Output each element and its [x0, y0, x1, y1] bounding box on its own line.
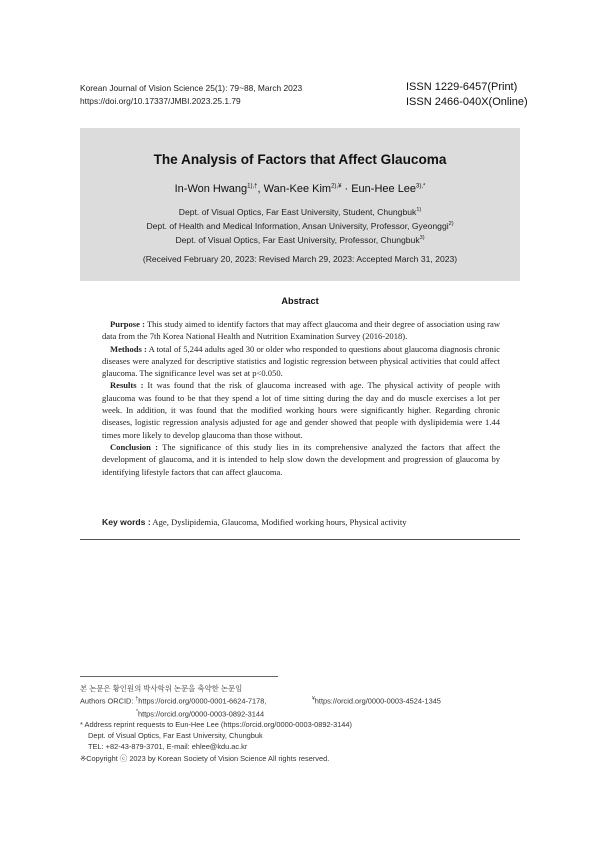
affiliation-mark: 2) [448, 221, 454, 228]
abstract-conclusion [102, 441, 500, 478]
correspondence-address: Dept. of Visual Optics, Far East University, Chungbuk [88, 731, 263, 741]
affiliation-text: Dept. of Visual Optics, Far East University, Professor, Chungbuk [175, 235, 420, 245]
abstract-purpose [102, 318, 500, 343]
methods-text: A total of 5,244 adults aged 30 or older who responded to questions about glaucoma diagnosis chronic diseases were analyzed for descriptive statistics and logistic regression between physical activities that could affect glaucoma. The significance level was set at p<0.050. [102, 343, 500, 379]
affiliation-text: Dept. of Visual Optics, Far East University, Student, Chungbuk [178, 207, 417, 217]
keywords-value: Age, Dyslipidemia, Glaucoma, Modified working hours, Physical activity [150, 517, 407, 527]
abstract-heading: Abstract [281, 296, 319, 306]
keywords [102, 517, 512, 527]
affiliation-text: Dept. of Health and Medical Information, Ansan University, Professor, Gyeonggi [146, 221, 449, 231]
thesis-note: 본 논문은 황인원의 박사학위 논문을 축약한 논문임 [80, 684, 243, 693]
abstract-methods [102, 343, 500, 380]
issn-print: ISSN 1229-6457(Print) [406, 81, 518, 93]
copyright-notice: ※Copyright ⓒ 2023 by Korean Society of Vision Science All rights reserved. [80, 753, 330, 763]
orcid-mark: * [136, 708, 138, 715]
conclusion-label: Conclusion : [110, 441, 159, 452]
affiliation-line [80, 207, 520, 217]
methods-label: Methods : [110, 343, 147, 354]
author-separator: · [341, 183, 352, 195]
affiliation-mark: 1) [416, 207, 422, 214]
title-box [80, 128, 520, 281]
issn-online: ISSN 2466-040X(Online) [406, 96, 528, 108]
orcid-mark: ¥ [312, 696, 315, 703]
abstract-results [102, 379, 500, 440]
author-name: Wan-Kee Kim [263, 183, 332, 195]
section-divider [80, 539, 520, 540]
purpose-text: This study aimed to identify factors that may affect glaucoma and their degree of association using raw data from the 7th Korea National Health and Nutrition Examination Survey (2016-2018). [102, 319, 500, 342]
affiliation-line [80, 221, 520, 231]
received-dates: (Received February 20, 2023: Revised March 29, 2023: Accepted March 31, 2023) [142, 254, 458, 264]
author-affiliation-mark: 3),* [416, 183, 426, 190]
author-name: In-Won Hwang [174, 183, 248, 195]
footnote-divider [80, 676, 278, 677]
author-affiliation-mark: 1),† [247, 183, 258, 190]
author-list: In-Won Hwang$^{1),\dagger}$, Wan-Kee Kim$^{2),¥}$ · Eun-Hee Lee$^{3),*}$ [174, 183, 426, 195]
doi-link[interactable]: https://doi.org/10.17337/JMBI.2023.25.1.79 [80, 96, 241, 106]
results-label: Results : [110, 380, 144, 391]
orcid-link[interactable]: https://orcid.org/0000-0003-4524-1345 [314, 696, 441, 706]
orcid-line [80, 694, 520, 707]
author-affiliation-mark: 2),¥ [331, 183, 342, 190]
affiliation-mark: 3) [419, 235, 425, 242]
orcid-prefix: Authors ORCID: [80, 696, 136, 706]
orcid-mark: † [135, 696, 139, 703]
paper-title: The Analysis of Factors that Affect Glaucoma [153, 152, 447, 167]
footnotes [80, 683, 520, 764]
orcid-link[interactable]: https://orcid.org/0000-0001-6624-7178, [138, 696, 267, 706]
purpose-label: Purpose : [110, 319, 145, 329]
orcid-line [80, 707, 520, 720]
conclusion-text: The significance of this study lies in its comprehensive analyzed the factors that affect the development of glaucoma, and it is intended to help slow down the development and progression of glaucoma by identifying lifestyle factors that can affect glaucoma. [102, 441, 500, 477]
results-text: It was found that the risk of glaucoma increased with age. The physical activity of people with glaucoma was found to be that they spend a lot of time sitting during the day and do muscle exercises a lot per week. In addition, it was found that the modified working hours were significantly higher. Regarding chronic diseases, logistic regression analysis adjusted for age and gender showed that people with dyslipidemia were 1.44 times more likely to develop glaucoma than those without. [102, 380, 500, 440]
journal-header [80, 82, 302, 108]
correspondence-line: * Address reprint requests to Eun-Hee Lee (https://orcid.org/0000-0003-0892-3144) [80, 720, 352, 730]
journal-citation: Korean Journal of Vision Science 25(1): 79~88, March 2023 [80, 83, 303, 93]
issn-block [406, 80, 528, 110]
orcid-link[interactable]: https://orcid.org/0000-0003-0892-3144 [137, 709, 265, 719]
author-name: Eun-Hee Lee [351, 183, 417, 195]
abstract-body [102, 318, 500, 478]
affiliation-line [80, 235, 520, 245]
keywords-label: Key words : [102, 517, 151, 527]
correspondence-contact: TEL: +82-43-879-3701, E-mail: ehlee@kdu.ac.kr [88, 742, 248, 752]
